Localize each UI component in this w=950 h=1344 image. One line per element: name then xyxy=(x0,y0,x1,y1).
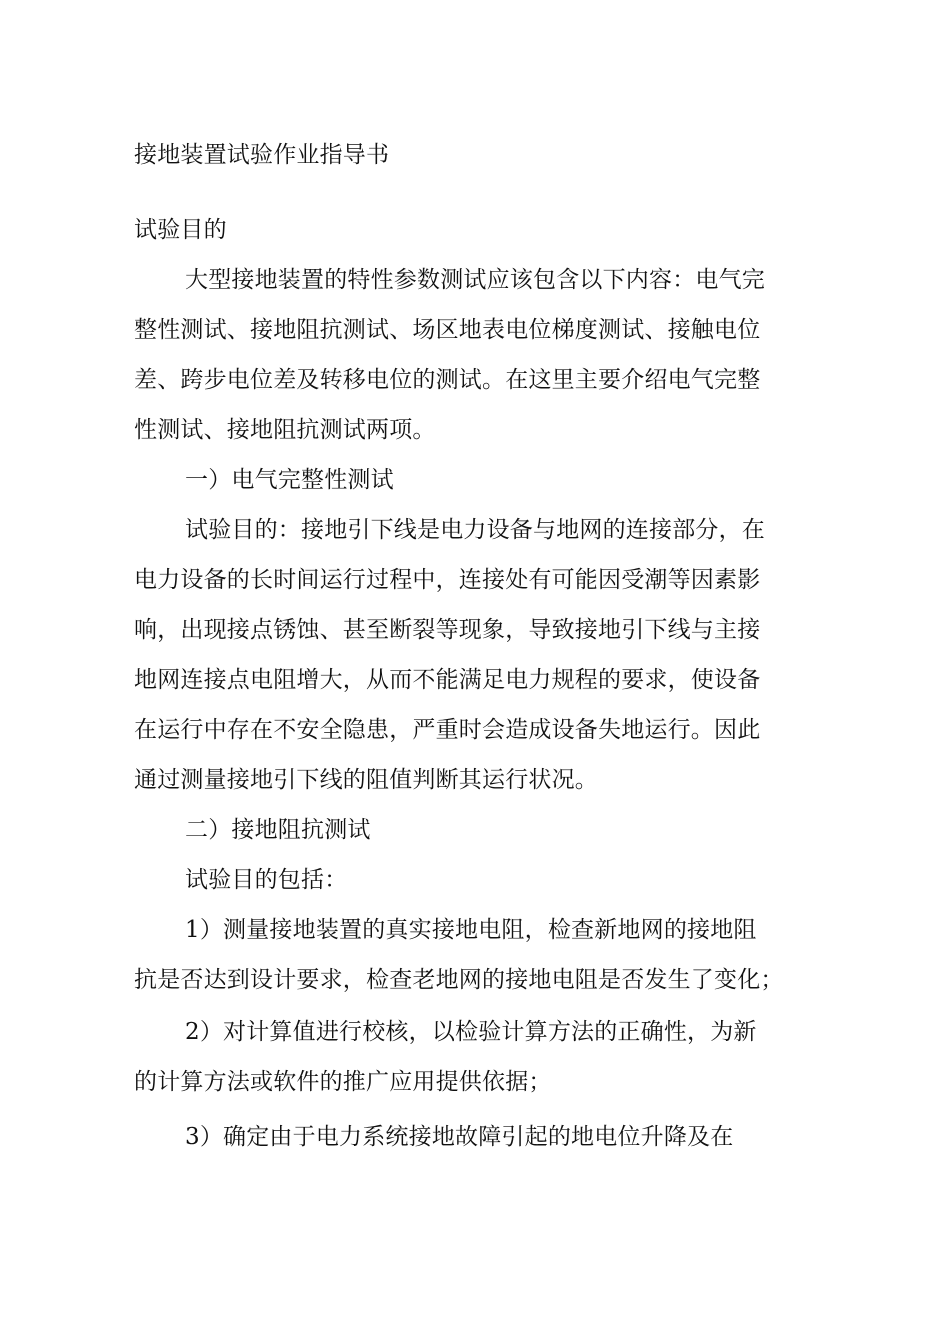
part1-body-line: 在运行中存在不安全隐患，严重时会造成设备失地运行。因此 xyxy=(134,717,761,743)
section-heading: 试验目的 xyxy=(134,217,227,243)
list-item-line: 抗是否达到设计要求，检查老地网的接地电阻是否发生了变化； xyxy=(134,967,784,993)
list-item-line: 2）对计算值进行校核，以检验计算方法的正确性，为新 xyxy=(185,1019,757,1045)
list-item-line: 的计算方法或软件的推广应用提供依据； xyxy=(134,1069,552,1095)
part1-body-line: 通过测量接地引下线的阻值判断其运行状况。 xyxy=(134,767,598,793)
intro-line: 大型接地装置的特性参数测试应该包含以下内容：电气完 xyxy=(185,267,765,293)
list-item-line: 1）测量接地装置的真实接地电阻，检查新地网的接地阻 xyxy=(185,917,757,943)
list-item-line: 3）确定由于电力系统接地故障引起的地电位升降及在 xyxy=(185,1124,734,1150)
intro-line: 整性测试、接地阻抗测试、场区地表电位梯度测试、接触电位 xyxy=(134,317,761,343)
part2-intro: 试验目的包括： xyxy=(185,867,348,893)
document-title: 接地装置试验作业指导书 xyxy=(134,142,390,168)
intro-line: 性测试、接地阻抗测试两项。 xyxy=(134,417,436,443)
part1-body-line: 地网连接点电阻增大，从而不能满足电力规程的要求，使设备 xyxy=(134,667,761,693)
part2-heading: 二）接地阻抗测试 xyxy=(185,817,371,843)
intro-line: 差、跨步电位差及转移电位的测试。在这里主要介绍电气完整 xyxy=(134,367,761,393)
part1-heading: 一）电气完整性测试 xyxy=(185,467,394,493)
part1-body-line: 试验目的：接地引下线是电力设备与地网的连接部分，在 xyxy=(185,517,765,543)
part1-body-line: 响，出现接点锈蚀、甚至断裂等现象，导致接地引下线与主接 xyxy=(134,617,761,643)
part1-body-line: 电力设备的长时间运行过程中，连接处有可能因受潮等因素影 xyxy=(134,567,761,593)
